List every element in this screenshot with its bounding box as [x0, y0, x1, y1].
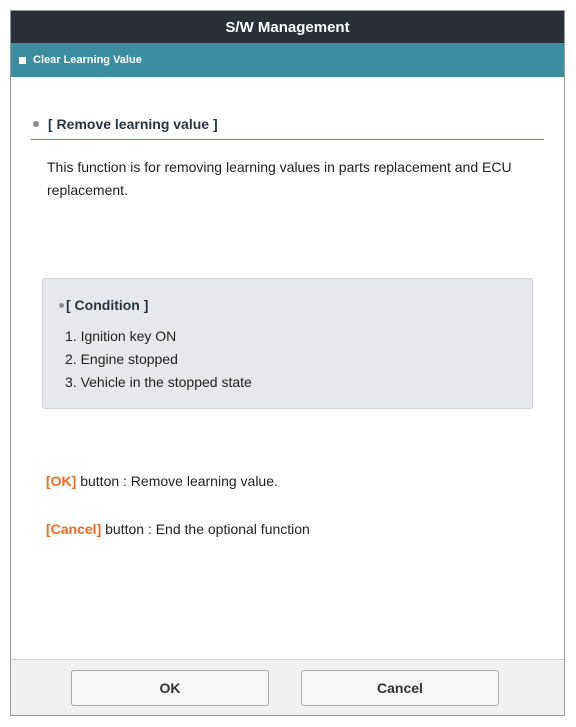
bullet-dot-icon — [59, 303, 64, 308]
square-bullet-icon — [19, 57, 26, 64]
condition-box — [42, 278, 533, 409]
main-content — [11, 116, 564, 202]
function-description: This function is for removing learning values in parts replacement and ECU replacement. — [47, 159, 512, 198]
sw-management-window — [10, 10, 565, 716]
function-heading-text: [ Remove learning value ] — [48, 116, 218, 132]
function-heading — [31, 116, 544, 140]
section-title: Clear Learning Value — [33, 54, 142, 66]
ok-button[interactable]: OK — [71, 670, 269, 706]
ok-note-text: button : Remove learning value. — [76, 473, 278, 489]
condition-item: 1. Ignition key ON — [65, 328, 177, 344]
cancel-button[interactable]: Cancel — [301, 670, 499, 706]
condition-title — [59, 297, 532, 313]
condition-item: 2. Engine stopped — [65, 351, 178, 367]
ok-note-key: [OK] — [46, 473, 77, 489]
condition-item: 3. Vehicle in the stopped state — [65, 374, 252, 390]
cancel-note-key: [Cancel] — [46, 521, 102, 537]
cancel-note — [46, 521, 310, 537]
section-header — [11, 43, 564, 77]
bullet-dot-icon — [33, 121, 39, 127]
ok-note — [46, 473, 278, 489]
button-footer — [11, 659, 564, 715]
condition-title-text: [ Condition ] — [66, 297, 149, 313]
window-title: S/W Management — [11, 11, 564, 43]
cancel-note-text: button : End the optional function — [101, 521, 310, 537]
